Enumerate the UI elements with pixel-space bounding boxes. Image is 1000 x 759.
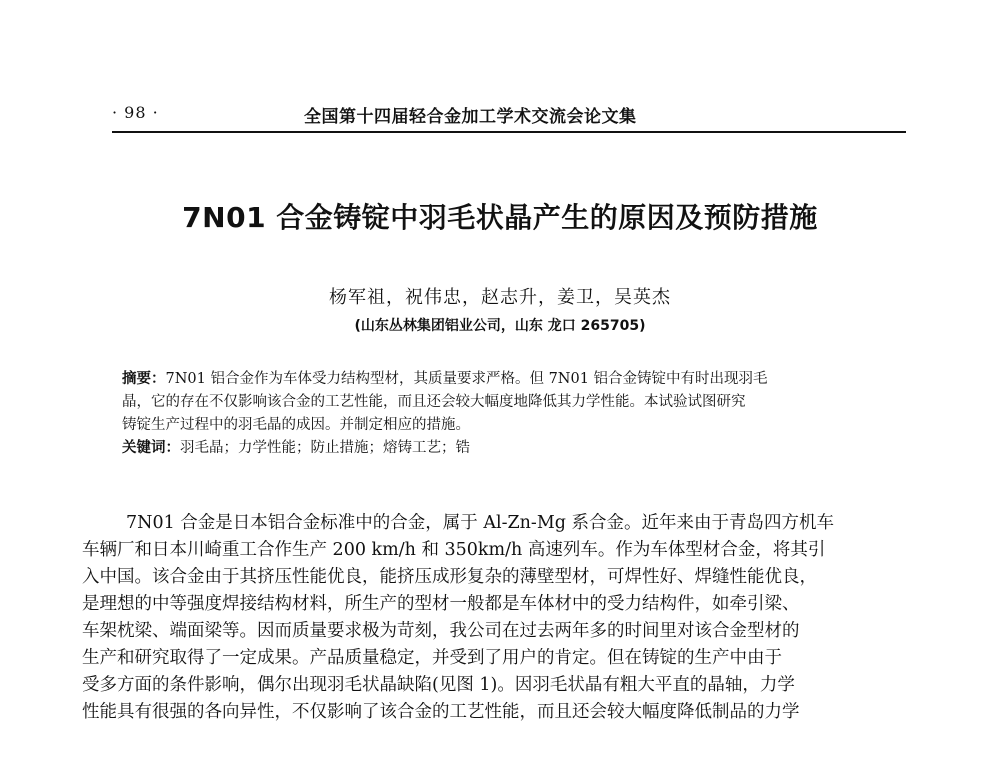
header-rule [112, 131, 906, 133]
keywords-text: 羽毛晶；力学性能；防止措施；熔铸工艺；锆 [180, 440, 470, 456]
body-paragraph [82, 510, 912, 726]
abstract-text: 7N01 铝合金作为车体受力结构型材，其质量要求严格。但 7N01 铝合金铸锭中有时出现羽毛 [165, 371, 768, 387]
body-line: 车架枕梁、端面梁等。因而质量要求极为苛刻，我公司在过去两年多的时间里对该合金型材的 [82, 621, 800, 641]
abstract-section [122, 368, 882, 460]
body-line: 是理想的中等强度焊接结构材料，所生产的型材一般都是车体材中的受力结构件，如牵引梁、 [82, 594, 800, 614]
body-line: 受多方面的条件影响，偶尔出现羽毛状晶缺陷(见图 1)。因羽毛状晶有粗大平直的晶轴，力学 [82, 675, 795, 695]
abstract-line [122, 368, 882, 391]
body-line: 7N01 合金是日本铝合金标准中的合金，属于 Al-Zn-Mg 系合金。近年来由于青岛四方机车 [126, 513, 835, 533]
paper-title: 7N01 合金铸锭中羽毛状晶产生的原因及预防措施 [182, 201, 818, 234]
page-number: · 98 · [112, 103, 159, 122]
abstract-label: 摘要： [122, 371, 166, 387]
author-list: 杨军祖，祝伟忠，赵志升，姜卫，吴英杰 [329, 287, 671, 308]
affiliation: (山东丛林集团铝业公司，山东 龙口 265705) [354, 318, 646, 334]
keywords-line [122, 437, 882, 460]
body-line: 车辆厂和日本川崎重工合作生产 200 km/h 和 350km/h 高速列车。作为车体型材合金，将其引 [82, 540, 826, 560]
body-line: 生产和研究取得了一定成果。产品质量稳定，并受到了用户的肯定。但在铸锭的生产中由于 [82, 648, 782, 668]
page-header [112, 103, 904, 131]
keywords-label: 关键词： [122, 440, 180, 456]
abstract-line: 铸锭生产过程中的羽毛晶的成因。并制定相应的措施。 [122, 417, 470, 433]
running-title: 全国第十四届轻合金加工学术交流会论文集 [304, 107, 637, 127]
body-line: 入中国。该合金由于其挤压性能优良，能挤压成形复杂的薄壁型材，可焊性好、焊缝性能优良， [82, 567, 817, 587]
body-line: 性能具有很强的各向异性，不仅影响了该合金的工艺性能，而且还会较大幅度降低制品的力学 [82, 702, 800, 722]
abstract-line: 晶，它的存在不仅影响该合金的工艺性能，而且还会较大幅度地降低其力学性能。本试验试图研究 [122, 394, 746, 410]
